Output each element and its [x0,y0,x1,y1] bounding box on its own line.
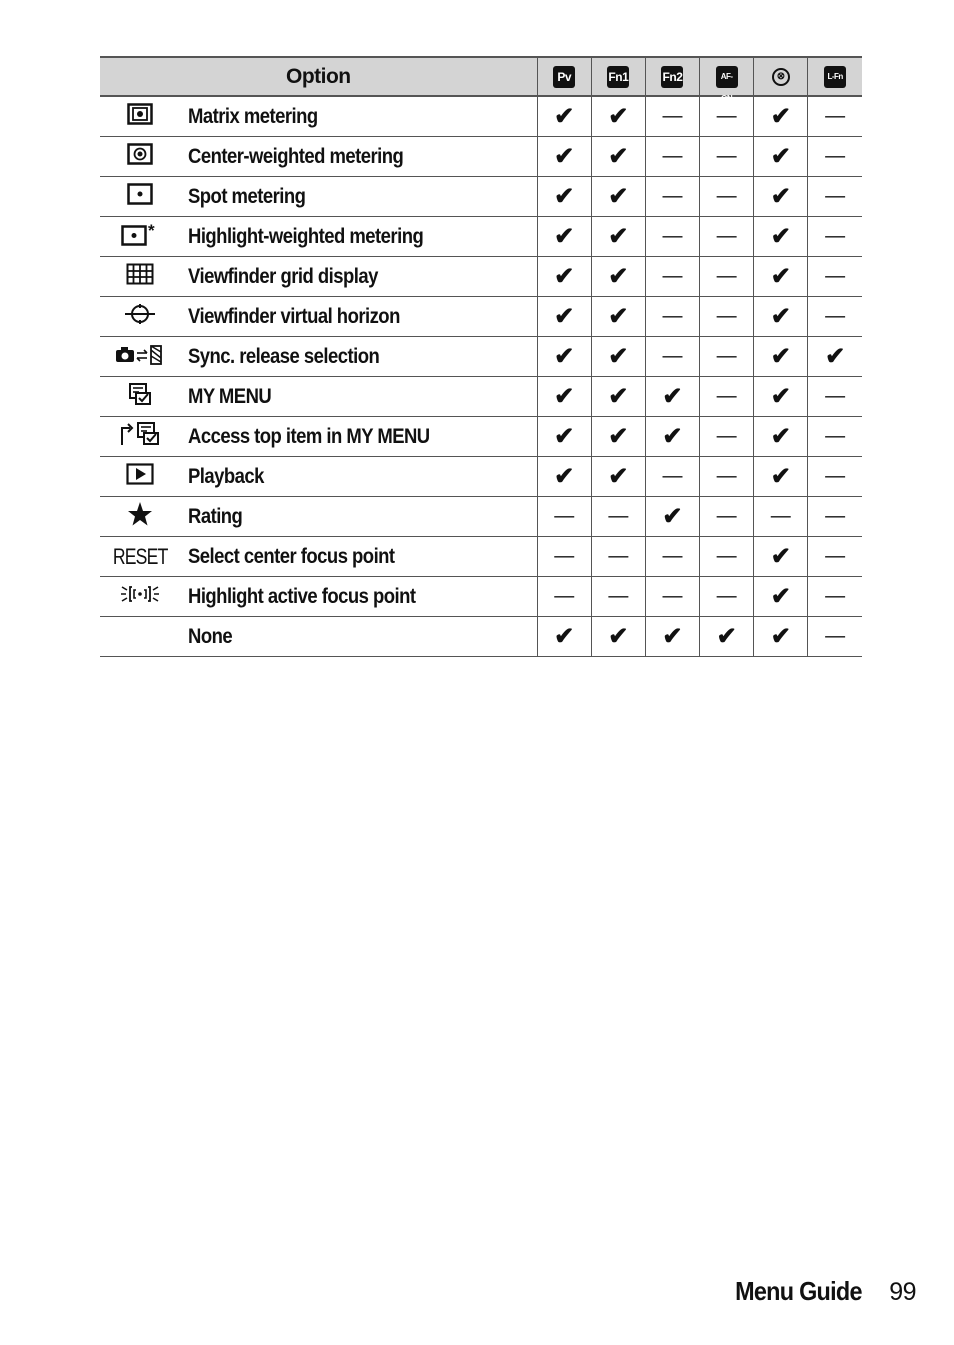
sub-selector-check-mark: ✔ [754,537,808,577]
row-label [180,617,537,657]
virtual-horizon-icon [123,302,157,331]
fn2-check-mark: ✔ [645,497,699,537]
lens-fn-dash-mark: — [808,177,862,217]
spot-metering-icon [127,183,153,210]
af-on-dash-mark: — [700,297,754,337]
table-row [100,617,862,657]
lens-fn-button-icon: L-Fn [824,66,846,88]
af-on-dash-mark: — [700,337,754,377]
row-label [180,337,537,377]
row-label-text: Highlight active focus point [188,584,416,608]
row-icon-cell [100,377,180,417]
table-row [100,217,862,257]
pv-check-mark: ✔ [537,297,591,337]
row-label-text: Spot metering [188,184,306,208]
lens-fn-dash-mark: — [808,377,862,417]
fn2-dash-mark: — [645,217,699,257]
af-on-dash-mark: — [700,137,754,177]
fn1-column-header [591,57,645,96]
table-row [100,337,862,377]
pv-check-mark: ✔ [537,457,591,497]
table-row [100,497,862,537]
fn1-check-mark: ✔ [591,177,645,217]
row-label-text: Access top item in MY MENU [188,424,430,448]
page-number: 99 [889,1278,916,1306]
star-icon [127,501,153,532]
button-assignment-table [100,56,862,657]
fn1-check-mark: ✔ [591,137,645,177]
matrix-metering-icon [127,103,153,130]
row-label [180,537,537,577]
fn2-dash-mark: — [645,297,699,337]
row-icon-cell [100,297,180,337]
fn2-dash-mark: — [645,96,699,137]
row-icon-cell [100,497,180,537]
row-label-text: None [188,624,233,648]
pv-dash-mark: — [537,497,591,537]
row-label-text: Center-weighted metering [188,144,404,168]
row-label-text: Viewfinder grid display [188,264,379,288]
fn2-dash-mark: — [645,137,699,177]
table-row [100,377,862,417]
fn1-dash-mark: — [591,497,645,537]
row-label-text: Select center focus point [188,544,395,568]
pv-check-mark: ✔ [537,257,591,297]
pv-button-icon: Pv [553,66,575,88]
sub-selector-column-header [754,57,808,96]
playback-icon [126,463,154,490]
fn1-check-mark: ✔ [591,617,645,657]
fn2-dash-mark: — [645,537,699,577]
fn2-check-mark: ✔ [645,377,699,417]
viewfinder-grid-icon [126,263,154,290]
row-label [180,497,537,537]
row-label [180,257,537,297]
table-row [100,297,862,337]
lens-fn-dash-mark: — [808,297,862,337]
fn1-check-mark: ✔ [591,457,645,497]
row-icon-cell [100,337,180,377]
fn1-check-mark: ✔ [591,297,645,337]
fn2-column-header [645,57,699,96]
row-label [180,417,537,457]
fn1-check-mark: ✔ [591,377,645,417]
pv-check-mark: ✔ [537,217,591,257]
row-label-text: Sync. release selection [188,344,380,368]
highlight-weighted-metering-icon [121,222,159,251]
fn2-dash-mark: — [645,577,699,617]
row-icon-cell [100,217,180,257]
af-on-dash-mark: — [700,377,754,417]
svg-text:*: * [148,222,155,240]
fn2-dash-mark: — [645,177,699,217]
table-row [100,257,862,297]
row-label [180,96,537,137]
pv-check-mark: ✔ [537,417,591,457]
lens-fn-dash-mark: — [808,417,862,457]
row-label-text: Viewfinder virtual horizon [188,304,401,328]
row-icon-cell [100,177,180,217]
af-on-check-mark: ✔ [700,617,754,657]
center-weighted-metering-icon [127,143,153,170]
af-on-column-header [700,57,754,103]
fn1-check-mark: ✔ [591,337,645,377]
af-on-dash-mark: — [700,417,754,457]
pv-dash-mark: — [537,537,591,577]
fn2-dash-mark: — [645,337,699,377]
af-on-dash-mark: — [700,537,754,577]
fn2-check-mark: ✔ [645,617,699,657]
lens-fn-check-mark: ✔ [808,337,862,377]
row-icon-cell [100,96,180,137]
lens-fn-dash-mark: — [808,217,862,257]
fn1-check-mark: ✔ [591,257,645,297]
sub-selector-check-mark: ✔ [754,617,808,657]
row-label-text: Playback [188,464,265,488]
row-icon-cell [100,617,180,657]
row-label-text: MY MENU [188,384,272,408]
sub-selector-check-mark: ✔ [754,96,808,137]
row-icon-cell [100,257,180,297]
lens-fn-dash-mark: — [808,537,862,577]
table-row [100,96,862,137]
af-on-button-icon: AF-ON [716,66,738,88]
pv-column-header [537,57,591,96]
row-label [180,137,537,177]
section-title: Menu Guide [735,1276,862,1306]
row-label [180,457,537,497]
lens-fn-column-header [808,57,862,96]
row-label [180,177,537,217]
af-on-dash-mark: — [700,457,754,497]
lens-fn-dash-mark: — [808,96,862,137]
row-icon-cell [100,577,180,617]
fn1-dash-mark: — [591,537,645,577]
fn1-check-mark: ✔ [591,217,645,257]
row-icon-cell [100,137,180,177]
sub-selector-check-mark: ✔ [754,217,808,257]
pv-check-mark: ✔ [537,337,591,377]
access-top-item-icon [118,421,162,452]
table-row [100,457,862,497]
fn1-button-icon: Fn1 [607,66,629,88]
pv-check-mark: ✔ [537,177,591,217]
sub-selector-check-mark: ✔ [754,257,808,297]
pv-check-mark: ✔ [537,617,591,657]
table-row [100,537,862,577]
table-row [100,417,862,457]
af-on-dash-mark: — [700,257,754,297]
af-on-dash-mark: — [700,497,754,537]
lens-fn-dash-mark: — [808,257,862,297]
sync-release-icon [115,342,165,371]
fn2-dash-mark: — [645,457,699,497]
row-icon-cell [100,537,180,577]
af-on-dash-mark: — [700,96,754,137]
my-menu-icon [127,382,153,411]
fn2-dash-mark: — [645,257,699,297]
lens-fn-dash-mark: — [808,457,862,497]
reset-icon: RESET [112,543,168,569]
sub-selector-check-mark: ✔ [754,337,808,377]
pv-check-mark: ✔ [537,96,591,137]
table-row [100,137,862,177]
sub-selector-check-mark: ✔ [754,417,808,457]
sub-selector-center-icon: ⊗ [772,68,790,86]
table-row [100,177,862,217]
sub-selector-check-mark: ✔ [754,137,808,177]
sub-selector-check-mark: ✔ [754,457,808,497]
row-label [180,577,537,617]
row-label [180,297,537,337]
fn1-check-mark: ✔ [591,417,645,457]
row-label-text: Matrix metering [188,104,318,128]
fn2-button-icon: Fn2 [661,66,683,88]
sub-selector-dash-mark: — [754,497,808,537]
sub-selector-check-mark: ✔ [754,377,808,417]
row-label-text: Highlight-weighted metering [188,224,424,248]
pv-dash-mark: — [537,577,591,617]
lens-fn-dash-mark: — [808,617,862,657]
af-on-dash-mark: — [700,177,754,217]
row-label [180,217,537,257]
af-on-dash-mark: — [700,217,754,257]
table-header-row [100,57,862,96]
row-label [180,377,537,417]
table-row [100,577,862,617]
fn1-dash-mark: — [591,577,645,617]
sub-selector-check-mark: ✔ [754,577,808,617]
lens-fn-dash-mark: — [808,497,862,537]
highlight-focus-point-icon [120,582,160,611]
fn1-check-mark: ✔ [591,96,645,137]
sub-selector-check-mark: ✔ [754,297,808,337]
lens-fn-dash-mark: — [808,577,862,617]
option-column-header: Option [100,57,537,96]
row-icon-cell [100,457,180,497]
row-label-text: Rating [188,504,243,528]
lens-fn-dash-mark: — [808,137,862,177]
fn2-check-mark: ✔ [645,417,699,457]
pv-check-mark: ✔ [537,377,591,417]
pv-check-mark: ✔ [537,137,591,177]
af-on-dash-mark: — [700,577,754,617]
row-icon-cell [100,417,180,457]
sub-selector-check-mark: ✔ [754,177,808,217]
